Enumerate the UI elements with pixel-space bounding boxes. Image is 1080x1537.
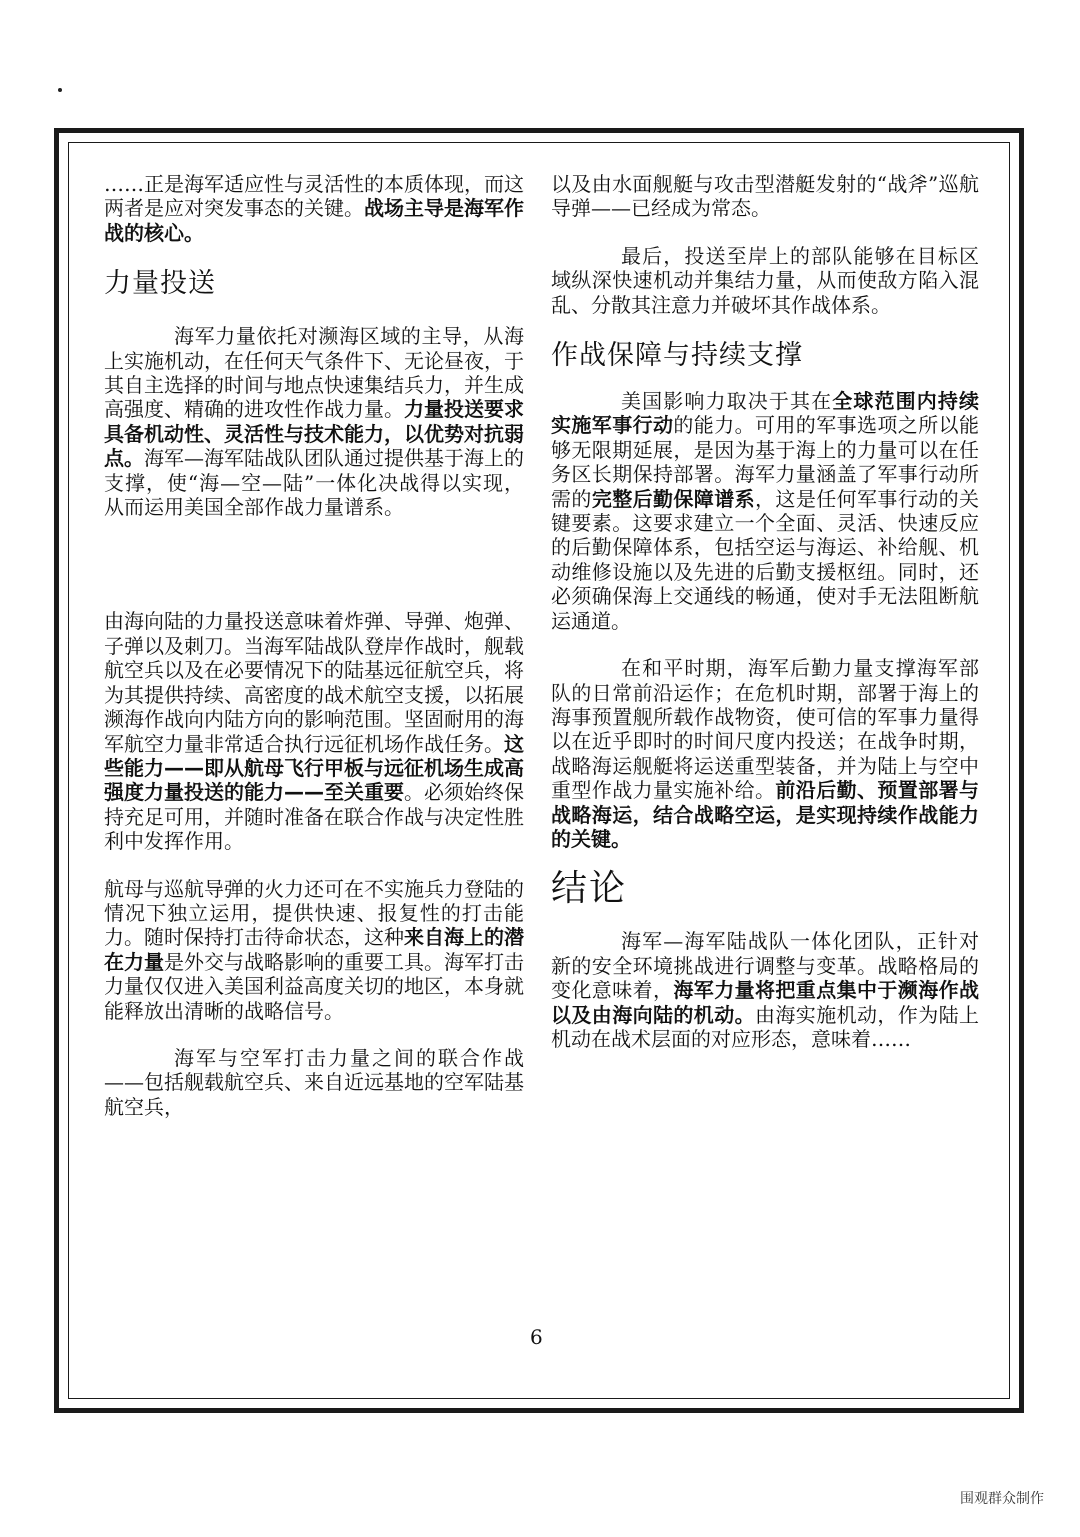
heading-support: 作战保障与持续支撑 (551, 340, 803, 372)
heading-force-projection: 力量投送 (104, 268, 216, 300)
support-paragraph-1: 美国影响力取决于其在全球范围内持续实施军事行动的能力。可用的军事选项之所以能够无限期延展，是因为基于海上的力量可以在任务区长期保持部署。海军力量涵盖了军事行动所需的完整后勤保障谱系，这是任何军事行动的关键要素。这要求建立一个全面、灵活、快速反应的后勤保障体系，包括空运与海运、补给舰、机动维修设施以及先进的后勤支援枢纽。同时，还必须确保海上交通线的畅通，使对手无法阻断航运通道。 (551, 389, 980, 633)
right-column (551, 172, 979, 1051)
page-number: 6 (530, 1325, 543, 1349)
force-projection-paragraph-1: 海军力量依托对濒海区域的主导，从海上实施机动，在任何天气条件下、无论昼夜，于其自主选择的时间与地点快速集结兵力，并生成高强度、精确的进攻性作战力量。力量投送要求具备机动性、灵活性与技术能力，以优势对抗弱点。海军—海军陆战队团队通过提供基于海上的支撑，使“海—空—陆”一体化决战得以实现，从而运用美国全部作战力量谱系。 (104, 324, 524, 520)
scan-speck (58, 88, 62, 92)
force-projection-paragraph-4: 海军与空军打击力量之间的联合作战——包括舰载航空兵、来自近远基地的空军陆基航空兵， (104, 1045, 524, 1119)
final-projection-paragraph: 最后，投送至岸上的部队能够在目标区域纵深快速机动并集结力量，从而使敌方陷入混乱、分散其注意力并破坏其作战体系。 (551, 243, 979, 317)
intro-paragraph: ……正是海军适应性与灵活性的本质体现，而这两者是应对突发事态的关键。战场主导是海军作战的核心。 (104, 172, 524, 245)
continuation-paragraph: 以及由水面舰艇与攻击型潜艇发射的“战斧”巡航导弹——已经成为常态。 (551, 172, 979, 221)
left-column (104, 172, 524, 1119)
force-projection-paragraph-3: 航母与巡航导弹的火力还可在不实施兵力登陆的情况下独立运用，提供快速、报复性的打击能力。随时保持打击待命状态，这种来自海上的潜在力量是外交与战略影响的重要工具。海军打击力量仅仅进入美国利益高度关切的地区，本身就能释放出清晰的战略信号。 (104, 876, 524, 1023)
intro-emphasis: 战场主导是海军作战的核心。 (104, 196, 524, 245)
watermark-text: 围观群众制作 (960, 1491, 1044, 1507)
conclusion-paragraph: 海军—海军陆战队一体化团队，正针对新的安全环境挑战进行调整与变革。战略格局的变化意味着，海军力量将把重点集中于濒海作战以及由海向陆的机动。由海实施机动，作为陆上机动在战术层面的对应形态，意味着…… (551, 929, 980, 1051)
support-paragraph-2: 在和平时期，海军后勤力量支撑海军部队的日常前沿运作；在危机时期，部署于海上的海事预置舰所载作战物资，使可信的军事力量得以在近乎即时的时间尺度内投送；在战争时期，战略海运舰艇将运送重型装备，并为陆上与空中重型作战力量实施补给。前沿后勤、预置部署与战略海运，结合战略空运，是实现持续作战能力的关键。 (551, 656, 980, 851)
heading-conclusion: 结论 (551, 868, 628, 910)
force-projection-paragraph-2: 由海向陆的力量投送意味着炸弹、导弹、炮弹、子弹以及刺刀。当海军陆战队登岸作战时，舰载航空兵以及在必要情况下的陆基远征航空兵，将为其提供持续、高密度的战术航空支援，以拓展濒海作战向内陆方向的影响范围。坚固耐用的海军航空力量非常适合执行远征机场作战任务。这些能力——即从航母飞行甲板与远征机场生成高强度力量投送的能力——至关重要。必须始终保持充足可用，并随时准备在联合作战与决定性胜利中发挥作用。 (104, 609, 524, 854)
